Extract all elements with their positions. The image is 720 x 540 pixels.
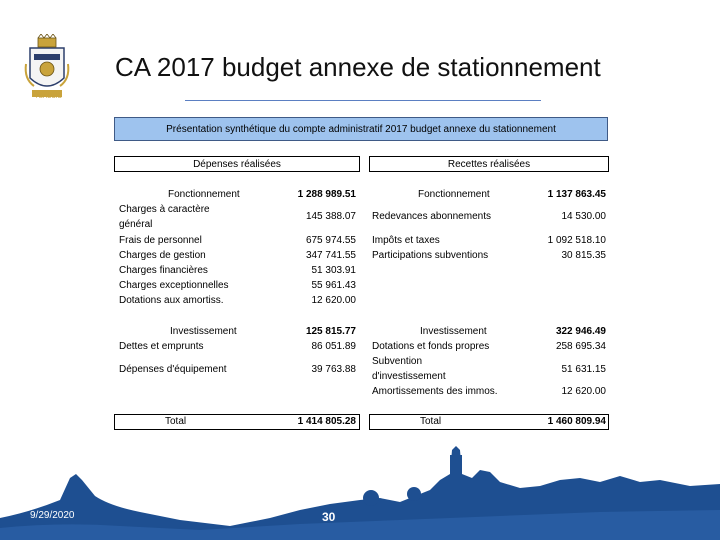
depenses-item-label: Charges exceptionnelles (119, 280, 229, 291)
depenses-item-label: Dotations aux amortiss. (119, 295, 224, 306)
recettes-item-value: 30 815.35 (561, 250, 606, 261)
depenses-inv-item-value: 86 051.89 (311, 341, 356, 352)
depenses-investissement-label: Investissement (170, 326, 237, 337)
depenses-item-value: 675 974.55 (305, 235, 356, 246)
depenses-total-value: 1 414 805.28 (297, 416, 356, 427)
recettes-inv-item-label-cont: d'investissement (372, 371, 446, 382)
recettes-item-value: 14 530.00 (561, 211, 606, 222)
recettes-investissement-value: 322 946.49 (555, 326, 606, 337)
depenses-item-label: Charges financières (119, 265, 208, 276)
recettes-total-label: Total (420, 416, 442, 427)
depenses-inv-item-value: 39 763.88 (311, 364, 356, 375)
page-number: 30 (322, 510, 336, 524)
recettes-inv-item-value: 12 620.00 (561, 386, 606, 397)
page-title: CA 2017 budget annexe de stationnement (115, 52, 601, 82)
recettes-header (369, 156, 609, 172)
depenses-item-label: Frais de personnel (119, 235, 202, 246)
recettes-item-label: Redevances abonnements (372, 211, 491, 222)
depenses-item-value: 51 303.91 (311, 265, 356, 276)
depenses-inv-item-label: Dettes et emprunts (119, 341, 204, 352)
recettes-header-label: Recettes réalisées (447, 158, 531, 170)
recettes-inv-item-value: 258 695.34 (555, 341, 606, 352)
recettes-item-label: Impôts et taxes (372, 235, 440, 246)
city-skyline-decoration (0, 400, 720, 540)
recettes-item-value: 1 092 518.10 (547, 235, 606, 246)
subtitle-banner (114, 117, 608, 141)
depenses-total-label: Total (165, 416, 187, 427)
recettes-investissement-label: Investissement (420, 326, 487, 337)
depenses-fonctionnement-label: Fonctionnement (168, 189, 240, 200)
footer-date: 9/29/2020 (30, 510, 75, 521)
recettes-inv-item-value: 51 631.15 (561, 364, 606, 375)
recettes-total-value: 1 460 809.94 (547, 416, 606, 427)
recettes-fonctionnement-value: 1 137 863.45 (547, 189, 606, 200)
recettes-inv-item-label: Subvention (372, 356, 423, 367)
depenses-fonctionnement-value: 1 288 989.51 (297, 189, 356, 200)
recettes-inv-item-label: Dotations et fonds propres (372, 341, 490, 352)
depenses-item-label: Charges de gestion (119, 250, 206, 261)
depenses-item-value: 55 961.43 (311, 280, 356, 291)
depenses-item-value: 145 388.07 (305, 211, 356, 222)
recettes-item-label: Participations subventions (372, 250, 489, 261)
recettes-fonctionnement-label: Fonctionnement (418, 189, 490, 200)
depenses-item-label-cont: général (119, 219, 153, 230)
title-underline (185, 100, 541, 101)
depenses-header (114, 156, 360, 172)
subtitle-text: Présentation synthétique du compte administratif 2017 budget annexe du stationnement (166, 123, 556, 135)
depenses-item-value: 12 620.00 (311, 295, 356, 306)
logo-caption: AJACCIO (35, 94, 62, 100)
depenses-investissement-value: 125 815.77 (305, 326, 356, 337)
depenses-inv-item-label: Dépenses d'équipement (119, 364, 227, 375)
recettes-inv-item-label: Amortissements des immos. (372, 386, 498, 397)
depenses-item-label: Charges à caractère (119, 204, 210, 215)
depenses-item-value: 347 741.55 (305, 250, 356, 261)
depenses-header-label: Dépenses réalisées (193, 158, 281, 170)
